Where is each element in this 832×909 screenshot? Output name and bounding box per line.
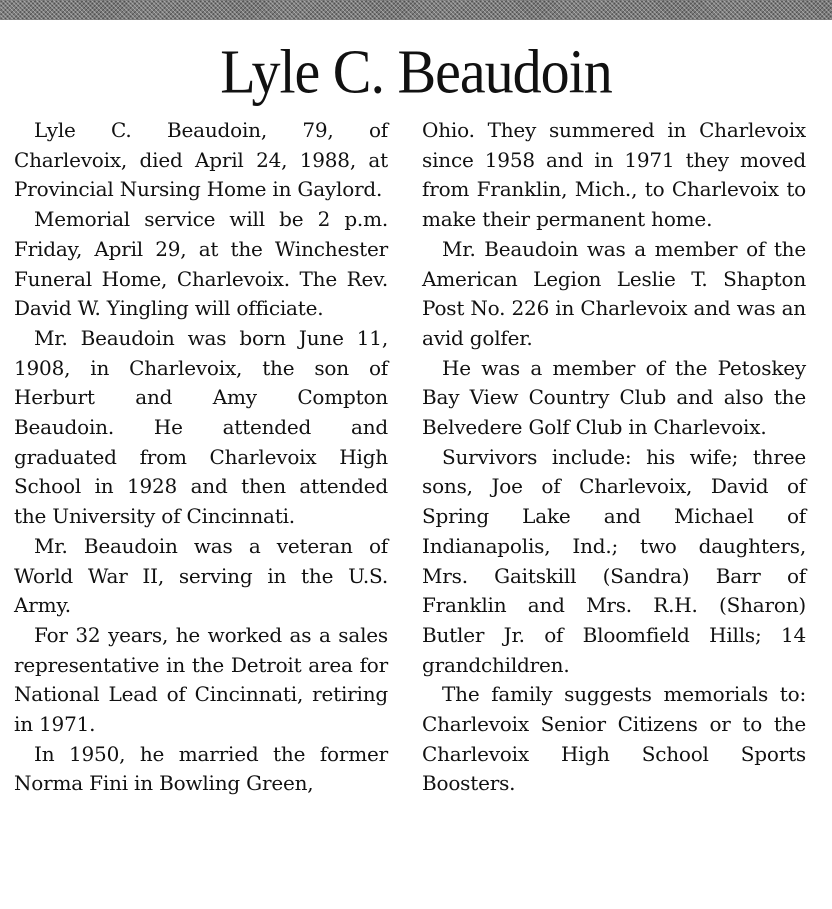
paragraph-american-legion: Mr. Beaudoin was a member of the American Legion Leslie T. Shapton Post No. 226 in Charlevoix and was an avid golfer. xyxy=(422,236,806,350)
left-text-column xyxy=(14,116,388,799)
paragraph-military-service: Mr. Beaudoin was a veteran of World War II, serving in the U.S. Army. xyxy=(14,533,388,618)
paragraph-survivors: Survivors include: his wife; three sons, Joe of Charlevoix, David of Spring Lake and Michael of Indianapolis, Ind.; two daughters, Mrs. Gaitskill (Sandra) Barr of Franklin and Mrs. R.H. (Sharon) Butler Jr. of Bloomfield Hills; 14 grandchildren. xyxy=(422,444,806,677)
paragraph-career: For 32 years, he worked as a sales representative in the Detroit area for National Lead of Cincinnati, retiring in 1971. xyxy=(14,622,388,737)
paragraph-memorial-service: Memorial service will be 2 p.m. Friday, April 29, at the Winchester Funeral Home, Charlevoix. The Rev. David W. Yingling will officiate. xyxy=(14,207,388,321)
obituary-headline: Lyle C. Beaudoin xyxy=(220,36,612,107)
paragraph-death-notice: Lyle C. Beaudoin, 79, of Charlevoix, died April 24, 1988, at Provincial Nursing Home in Gaylord. xyxy=(14,118,388,202)
paragraph-memorials: The family suggests memorials to: Charlevoix Senior Citizens or to the Charlevoix High School Sports Boosters. xyxy=(422,682,806,796)
paragraph-birth-education: Mr. Beaudoin was born June 11, 1908, in Charlevoix, the son of Herburt and Amy Compton Beaudoin. He attended and graduated from Charlevoix High School in 1928 and then attended the University of Cincinnati. xyxy=(14,325,388,529)
right-text-column xyxy=(422,116,806,799)
paragraph-marriage-continued: Ohio. They summered in Charlevoix since 1958 and in 1971 they moved from Franklin, Mich., to Charlevoix to make their permanent home. xyxy=(422,118,806,232)
paragraph-golf-clubs: He was a member of the Petoskey Bay View Country Club and also the Belvedere Golf Club in Charlevoix. xyxy=(422,355,806,440)
decorative-top-border xyxy=(0,0,832,20)
paragraph-marriage: In 1950, he married the former Norma Fini in Bowling Green, xyxy=(14,741,388,796)
